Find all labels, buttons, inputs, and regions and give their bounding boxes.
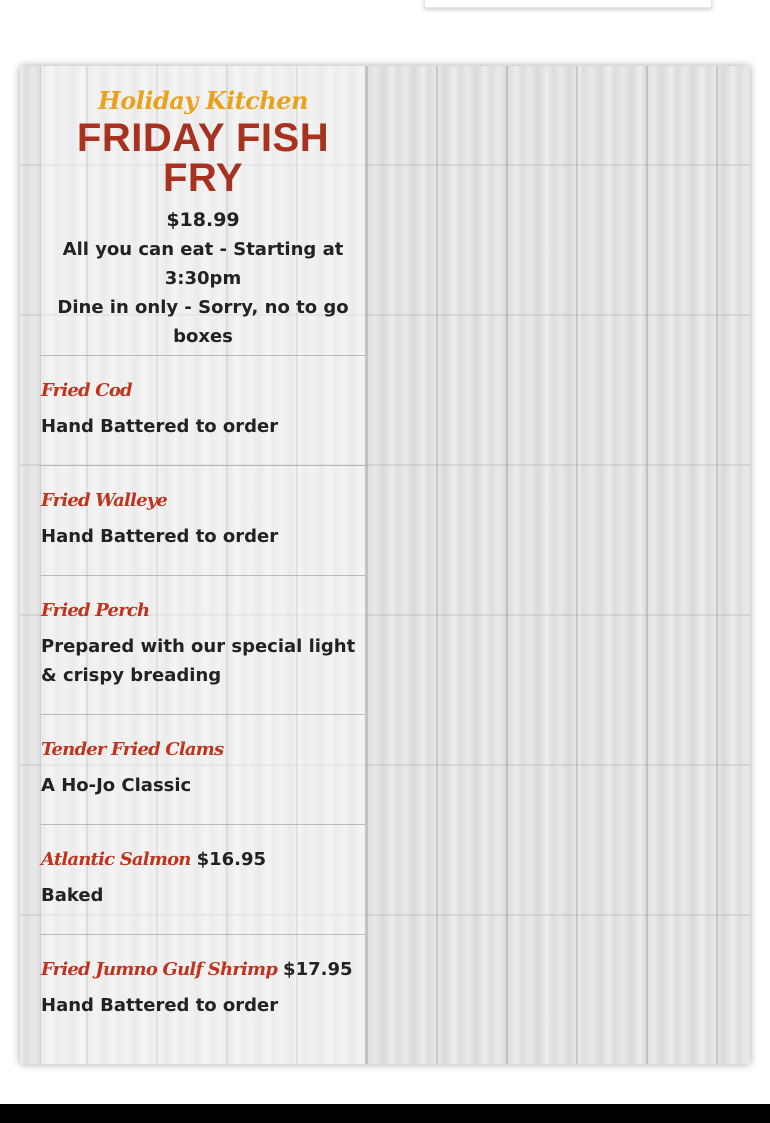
menu-header	[41, 66, 365, 356]
menu-item-name: Atlantic Salmon	[41, 849, 191, 870]
footer-bar	[0, 1104, 770, 1123]
menu-item-name: Fried Walleye	[41, 490, 168, 511]
menu-item-name: Tender Fried Clams	[41, 739, 224, 760]
menu-item	[41, 356, 365, 466]
top-card-edge	[424, 0, 712, 8]
menu-item-description: Prepared with our special light & crispy breading	[41, 636, 356, 686]
menu-item-description: Hand Battered to order	[41, 416, 279, 437]
menu-item-price: $17.95	[283, 959, 353, 980]
menu-item	[41, 576, 365, 715]
menu-item	[41, 715, 365, 825]
menu-item-description: A Ho-Jo Classic	[41, 775, 192, 796]
menu-item-description: Baked	[41, 885, 104, 906]
menu-item	[41, 466, 365, 576]
menu-item-name: Fried Cod	[41, 380, 132, 401]
menu-board	[20, 66, 750, 1064]
menu-item-description: Hand Battered to order	[41, 995, 279, 1016]
menu-price: $18.99	[166, 209, 240, 231]
menu-item	[41, 935, 365, 1044]
menu-note-dine-in: Dine in only - Sorry, no to go boxes	[57, 297, 349, 347]
menu-item-name: Fried Perch	[41, 600, 150, 621]
menu-item-price: $16.95	[196, 849, 267, 870]
menu-item-description: Hand Battered to order	[41, 526, 279, 547]
menu-item	[41, 825, 365, 935]
menu-item-name: Fried Jumno Gulf Shrimp	[41, 959, 278, 980]
restaurant-name: Holiday Kitchen	[98, 86, 308, 115]
menu-title: FRIDAY FISH FRY	[76, 116, 330, 200]
menu-column	[40, 66, 366, 1064]
menu-note-all-you-can-eat: All you can eat - Starting at 3:30pm	[62, 239, 344, 289]
